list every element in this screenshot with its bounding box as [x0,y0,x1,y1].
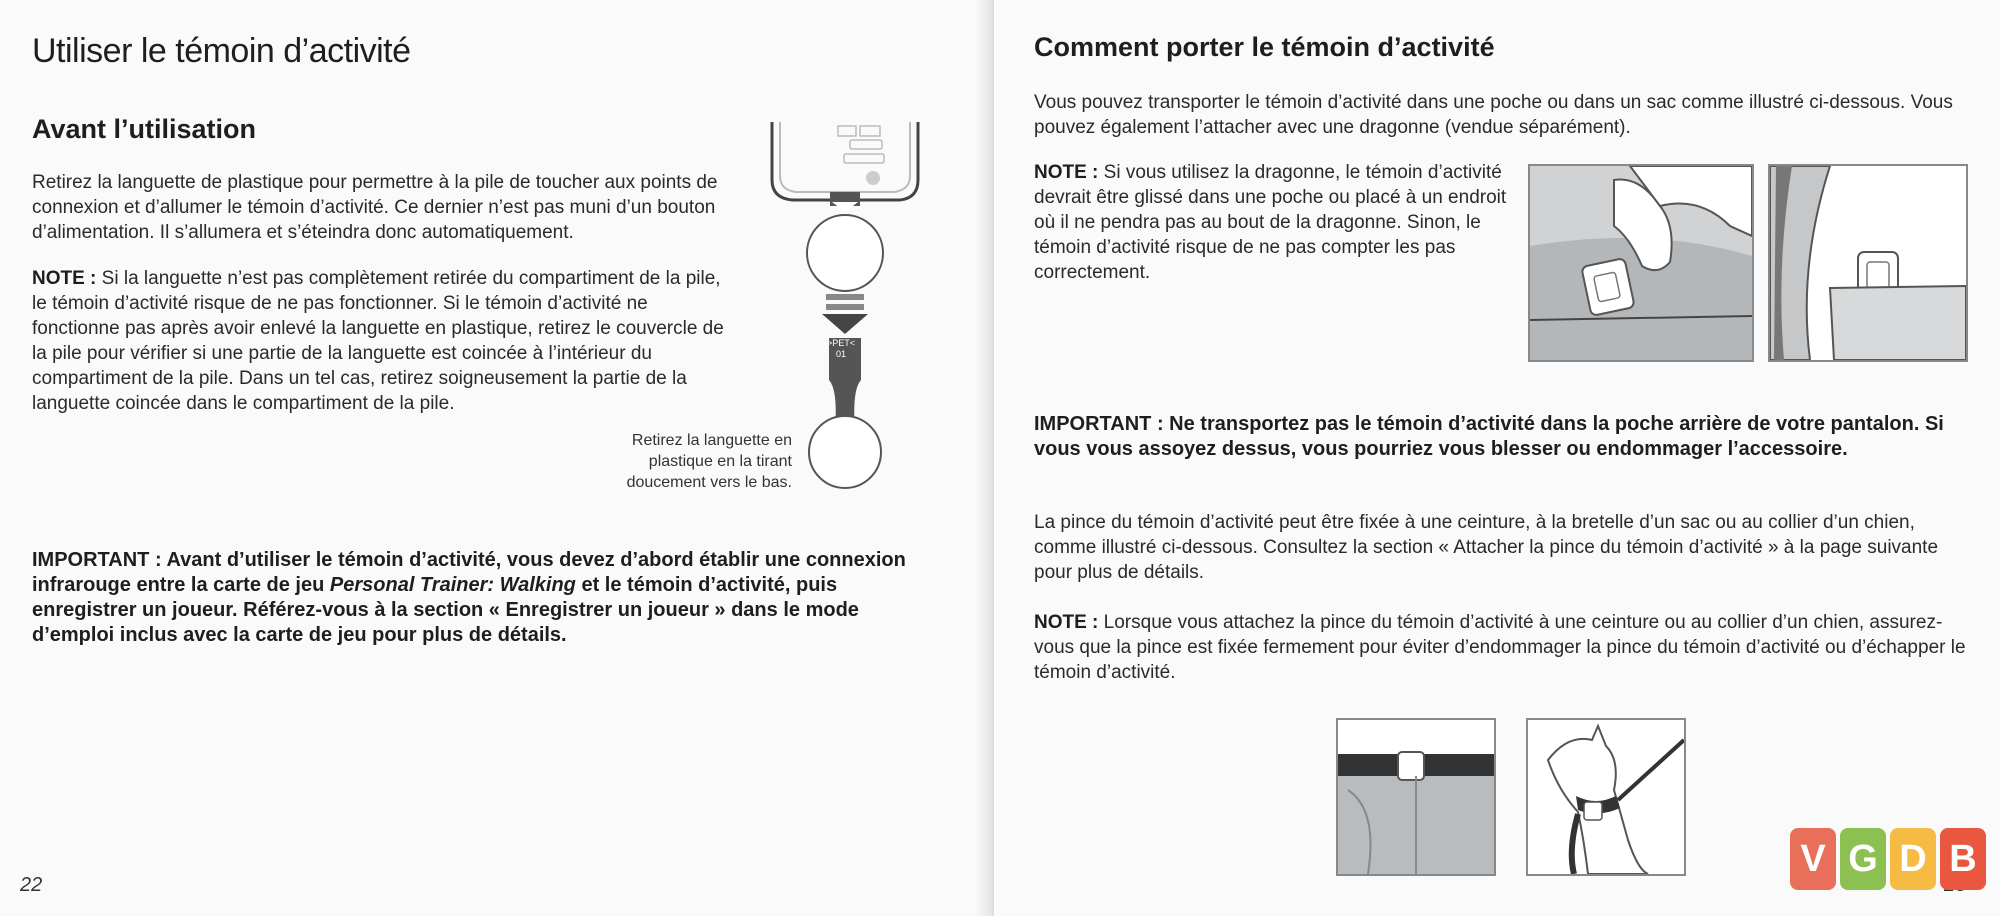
bag-pocket-illustration [1528,164,1754,362]
warning-label: IMPORTANT : [1034,413,1164,435]
dog-collar-illustration [1526,718,1686,876]
note-paragraph [32,266,732,416]
page-number-left: 22 [20,874,43,896]
watermark-letter-d: D [1890,828,1936,890]
back-pocket-warning [1034,412,1974,462]
strap-note-label: NOTE : [1034,162,1099,183]
warning-text: Ne transportez pas le témoin d’activité dans la poche arrière de votre pantalon. Si vous vous assoyez dessus, vous pourriez vous blesser ou endommager l’accessoire. [1034,413,1944,460]
watermark-letter-g: G [1840,828,1886,890]
section-heading-before-use: Avant l’utilisation [32,114,257,144]
important-paragraph [32,548,932,648]
strap-note-text: Si vous utilisez la dragonne, le témoin d’activité devrait être glissé dans une poche ou placé à un endroit où il ne pendra pas au bout de la dragonne. Sinon, le témoin d’activité risque de ne pas compter les pas correctement. [1034,162,1507,283]
watermark-letter-v: V [1790,828,1836,890]
strap-note-paragraph [1034,160,1512,285]
important-label: IMPORTANT : [32,549,162,571]
wear-intro-paragraph: Vous pouvez transporter le témoin d’activité dans une poche ou dans un sac comme illustré ci-dessous. Vous pouvez également l’attacher avec une dragonne (vendue séparément). [1034,92,1953,138]
important-text-2: et le témoin d’activité, puis enregistrer un joueur. Référez-vous à la section « Enregistrer un joueur » dans le mode d’emploi inclus avec la carte de jeu pour plus de détails. [32,574,859,646]
game-title: Personal Trainer: Walking [329,574,576,596]
vgdb-watermark-logo [1790,828,1986,896]
section-heading-how-to-wear: Comment porter le témoin d’activité [1034,32,1495,62]
page-title: Utiliser le témoin d’activité [32,32,411,70]
clip-paragraph: La pince du témoin d’activité peut être fixée à une ceinture, à la bretelle d’un sac ou au collier d’un chien, comme illustré ci-dessous. Consultez la section « Attacher la pince du témoin d’activité » à la page suivante pour plus de détails. [1034,512,1939,583]
device-tab-label: >PET< 01 [826,338,855,359]
belt-clip-illustration [1336,718,1496,876]
clip-note-label: NOTE : [1034,612,1099,633]
note-label: NOTE : [32,268,97,289]
note-text: Si la languette n’est pas complètement retirée du compartiment de la pile, le témoin d’activité risque de ne pas fonctionner. Si le témoin d’activité ne fonctionne pas après avoir enlevé la languette en plastique, retirez le couvercle de la pile pour vérifier si une partie de la languette est coincée à l’intérieur du compartiment de la pile. Dans un tel cas, retirez soigneusement la partie de la languette coincée dans le compartiment de la pile. [32,268,724,414]
important-text-1: Avant d’utiliser le témoin d’activité, vous devez d’abord établir une connexion infrarouge entre la carte de jeu [32,549,906,596]
intro-paragraph: Retirez la languette de plastique pour permettre à la pile de toucher aux points de connexion et d’allumer le témoin d’activité. Ce dernier n’est pas muni d’un bouton d’alimentation. Il s’allumera et s’éteindra donc automatiquement. [32,172,718,243]
clip-note-text: Lorsque vous attachez la pince du témoin d’activité à une ceinture ou au collier d’un chien, assurez-vous que la pince est fixée fermement pour éviter d’endommager la pince du témoin d’activité ou d’échapper le témoin d’activité. [1034,612,1966,683]
right-page [994,0,2000,916]
clip-note-paragraph [1034,610,1974,685]
figure-caption: Retirez la languette en plastique en la tirant doucement vers le bas. [626,432,792,491]
left-page [0,0,992,916]
watermark-letter-b: B [1940,828,1986,890]
shirt-pocket-illustration [1768,164,1968,362]
